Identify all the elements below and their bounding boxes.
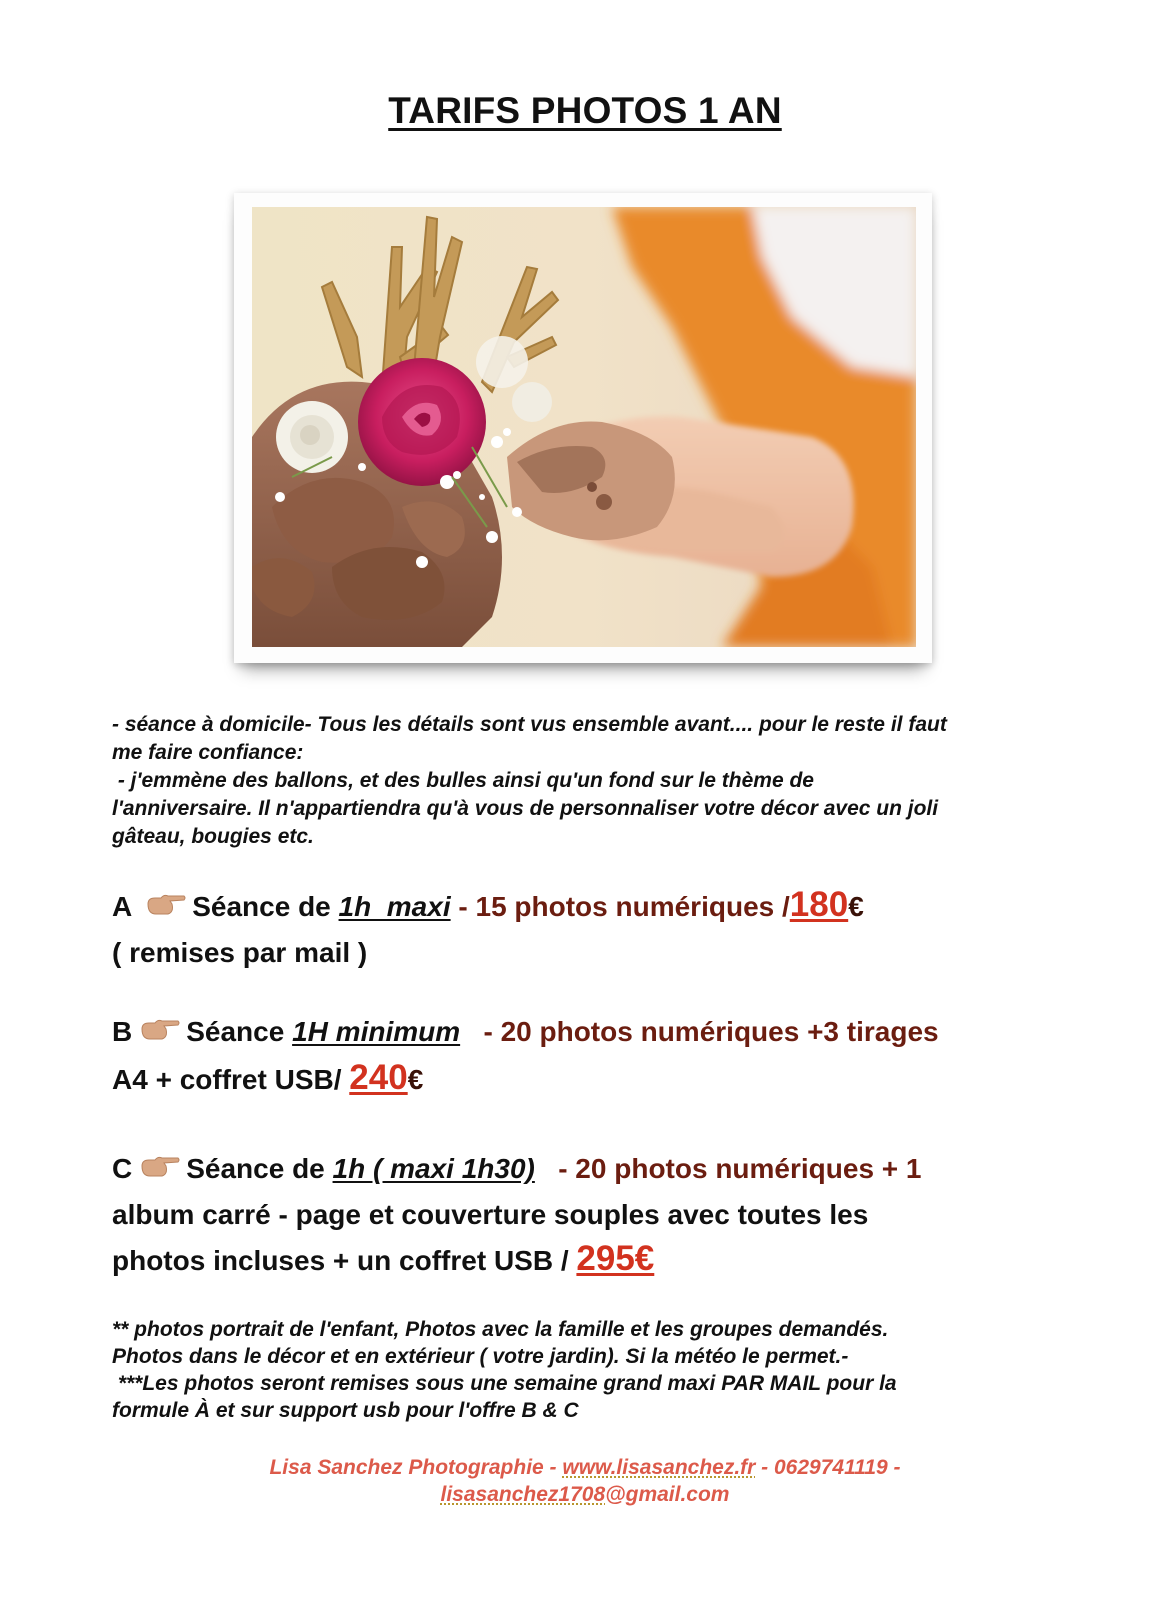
offer-c-details-2: album carré - page et couverture souples avec toutes les [112,1199,869,1230]
offer-c-details-3: photos incluses + un coffret USB / [112,1245,569,1276]
intro-line: l'anniversaire. Il n'appartiendra qu'à vous de personnaliser votre décor avec un joli [112,797,939,820]
notes-text [112,1316,1062,1424]
website-link[interactable]: www.lisasanchez.fr [562,1456,756,1479]
footer-contact [0,1454,1170,1508]
offer-b-letter: B [112,1016,133,1047]
offer-c-letter: C [112,1153,133,1184]
intro-line: me faire confiance: [112,741,304,764]
notes-line: Photos dans le décor et en extérieur ( votre jardin). Si la météo le permet.- [112,1345,849,1368]
offer-a-note: ( remises par mail ) [112,937,368,968]
footer-phone: - 0629741119 - [755,1456,901,1479]
offer-b-details: - 20 photos numériques +3 tirages [483,1016,939,1047]
offer-c-duration: 1h ( maxi 1h30) [332,1153,535,1184]
offer-b-line-1 [112,1010,1059,1056]
offer-c-line-2 [112,1193,1059,1237]
offer-c-details: - 20 photos numériques + 1 [558,1153,922,1184]
notes-line: formule À et sur support usb pour l'offre B & C [112,1399,579,1422]
page-title: TARIFS PHOTOS 1 AN [388,90,782,131]
email-link[interactable]: lisasanchez1708 [440,1483,606,1506]
offer-b-currency: € [407,1064,424,1095]
notes-line: ** photos portrait de l'enfant, Photos avec la famille et les groupes demandés. [112,1318,889,1341]
offer-b [112,1010,1059,1102]
offer-b-line-2 [112,1056,1059,1102]
offer-b-price: 240 [349,1058,408,1097]
footer-name: Lisa Sanchez Photographie - [269,1456,563,1479]
offer-b-seance: Séance [186,1016,285,1047]
offer-a-line-1 [112,883,1059,931]
footer-line-2 [0,1481,1170,1508]
pointing-hand-icon [146,887,186,931]
offer-c-price: 295€ [576,1239,655,1278]
offer-a-currency: € [848,891,864,922]
intro-line: gâteau, bougies etc. [112,825,314,848]
footer-line-1 [0,1454,1170,1481]
email-domain: @gmail.com [605,1483,730,1506]
offer-a [112,883,1059,975]
photo-frame [234,193,932,663]
offer-a-details: - 15 photos numériques / [458,891,790,922]
offer-b-duration: 1H minimum [292,1016,461,1047]
pointing-hand-icon [140,1149,180,1193]
offer-a-letter: A [112,891,133,922]
intro-line: - séance à domicile- Tous les détails sont vus ensemble avant.... pour le reste il faut [112,713,947,736]
offer-a-seance: Séance de [192,891,331,922]
offer-a-duration: 1h maxi [338,891,451,922]
pointing-hand-icon [140,1012,180,1056]
intro-text [112,711,1062,851]
offer-c-line-1 [112,1147,1059,1193]
offer-b-details-2: A4 + coffret USB/ [112,1064,342,1095]
offer-a-price: 180 [789,885,849,924]
offer-c-seance: Séance de [186,1153,325,1184]
intro-line: - j'emmène des ballons, et des bulles ainsi qu'un fond sur le thème de [112,769,814,792]
cake-smash-photo [252,207,916,647]
offer-c [112,1147,1059,1283]
notes-line: ***Les photos seront remises sous une semaine grand maxi PAR MAIL pour la [112,1372,897,1395]
offer-c-line-3 [112,1237,1059,1283]
